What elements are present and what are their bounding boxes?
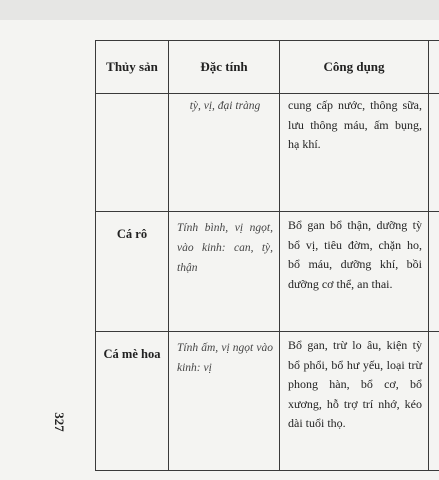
table-row — [96, 212, 439, 332]
fish-name: Cá rô — [96, 212, 169, 332]
property-text: Tính ấm, vị ngọt vào kinh: vị — [169, 332, 280, 471]
table-container — [95, 40, 439, 442]
cut-cell — [429, 94, 439, 212]
property-text: tỳ, vị, đại tràng — [169, 94, 280, 212]
use-text: Bổ gan bổ thận, dưỡng tỳ bổ vị, tiêu đờm, chặn ho, bổ máu, dưỡng khí, bồi dưỡng cơ thể, an thai. — [280, 212, 429, 332]
table-header-row — [96, 41, 439, 94]
property-text: Tính bình, vị ngọt, vào kinh: can, tỳ, thận — [169, 212, 280, 332]
table-row — [96, 94, 439, 212]
header-property: Đặc tính — [169, 41, 280, 94]
header-seafood: Thủy sản — [96, 41, 169, 94]
use-text: cung cấp nước, thông sữa, lưu thông máu, ấm bụng, hạ khí. — [280, 94, 429, 212]
page-top-band — [0, 0, 439, 20]
page-number: 327 — [51, 412, 67, 432]
cut-cell — [429, 212, 439, 332]
cut-cell — [429, 332, 439, 471]
use-text: Bổ gan, trừ lo âu, kiện tỳ bổ phổi, bổ hư yếu, loại trừ phong hàn, bổ cơ, bổ xương, hỗ trợ trí nhớ, kéo dài tuổi thọ. — [280, 332, 429, 471]
header-use: Công dụng — [280, 41, 429, 94]
fish-name: Cá mè hoa — [96, 332, 169, 471]
header-cut-column — [429, 41, 439, 94]
food-properties-table — [95, 40, 439, 471]
table-row — [96, 332, 439, 471]
fish-name — [96, 94, 169, 212]
